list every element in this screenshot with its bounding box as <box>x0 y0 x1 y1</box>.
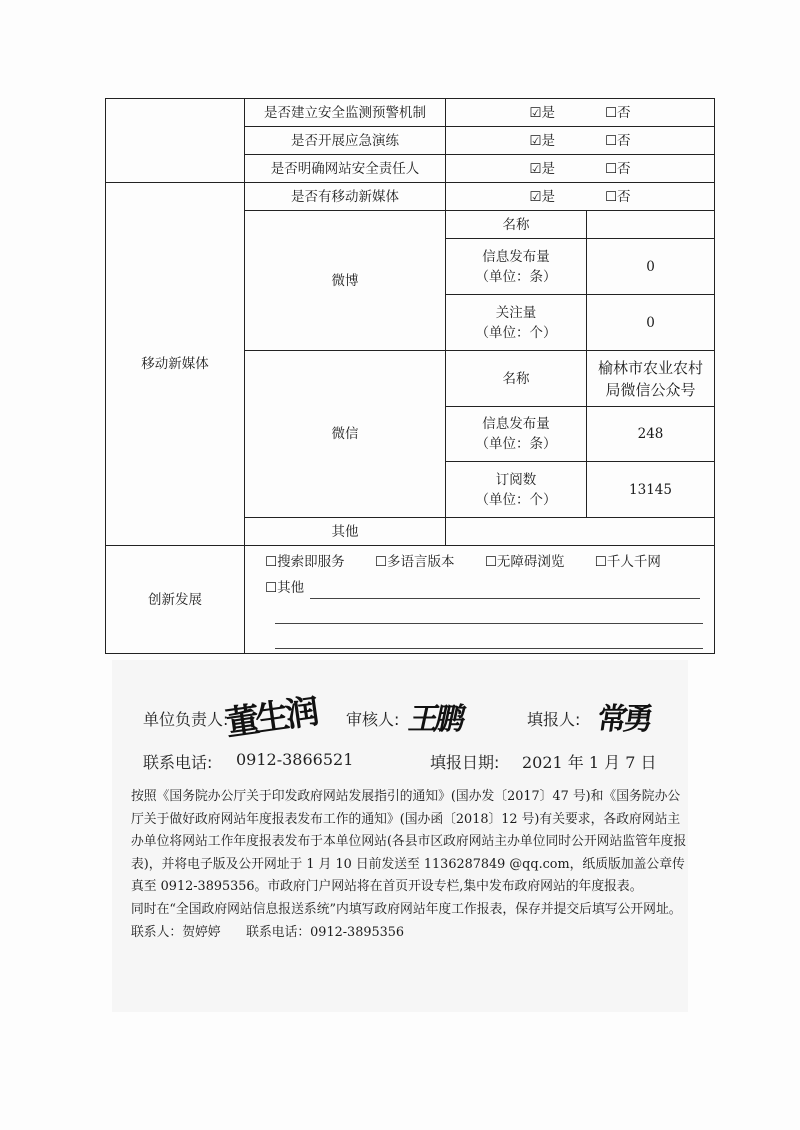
phone-label: 联系电话: <box>143 753 213 772</box>
drill-yes-checkbox[interactable]: ☑是 <box>529 132 555 149</box>
monitoring-no-checkbox[interactable]: ☐否 <box>605 104 631 121</box>
wechat-subscribe-title: 订阅数 <box>495 471 537 488</box>
leader-label: 单位负责人: <box>143 710 229 729</box>
weibo-follow-value[interactable]: 0 <box>587 295 715 351</box>
responsible-no-checkbox[interactable]: ☐否 <box>605 160 631 177</box>
wechat-publish-value[interactable]: 248 <box>587 407 715 462</box>
wechat-name-value[interactable] <box>587 351 715 407</box>
wechat-subscribe-value[interactable]: 13145 <box>587 462 715 518</box>
has-mobile-no-checkbox[interactable]: ☐否 <box>605 188 631 205</box>
monitoring-label: 是否建立安全监测预警机制 <box>245 99 446 127</box>
leader-signature: 董生润 <box>223 691 318 745</box>
weibo-label: 微博 <box>245 211 446 351</box>
search-service-checkbox[interactable]: ☐搜索即服务 <box>265 554 345 570</box>
weibo-publish-title: 信息发布量 <box>482 248 550 265</box>
weibo-follow-unit: （单位：个） <box>475 324 557 341</box>
has-mobile-choice[interactable] <box>446 183 715 211</box>
weibo-publish-label <box>446 239 587 295</box>
multilingual-checkbox[interactable]: ☐多语言版本 <box>374 554 455 570</box>
weibo-publish-value[interactable]: 0 <box>587 239 715 295</box>
monitoring-choice[interactable] <box>446 99 715 127</box>
wechat-label: 微信 <box>245 351 446 518</box>
wechat-subscribe-label <box>446 462 587 518</box>
wechat-publish-unit: （单位：条） <box>475 436 557 452</box>
wechat-publish-title: 信息发布量 <box>482 416 550 432</box>
wechat-subscribe-unit: （单位：个） <box>475 491 557 508</box>
filler-label: 填报人: <box>527 710 581 729</box>
weibo-follow-label <box>446 295 587 351</box>
wechat-name-line2: 局微信公众号 <box>605 380 696 399</box>
innovation-blank-line-2 <box>275 648 703 649</box>
date-value: 2021 年 1 月 7 日 <box>522 753 657 772</box>
drill-label: 是否开展应急演练 <box>245 127 446 155</box>
notice-paragraph-2: 同时在“全国政府网站信息报送系统”内填写政府网站年度工作报表，保存并提交后填写公开网址。 <box>131 901 682 917</box>
monitoring-yes-checkbox[interactable]: ☑是 <box>529 104 555 121</box>
weibo-name-value[interactable] <box>587 211 715 239</box>
weibo-follow-title: 关注量 <box>495 304 537 321</box>
innovation-other-line[interactable] <box>310 598 700 599</box>
wechat-publish-label <box>446 407 587 462</box>
phone-value: 0912-3866521 <box>236 750 354 769</box>
drill-choice[interactable] <box>446 127 715 155</box>
filler-signature: 常勇 <box>595 702 652 737</box>
notice-paragraph-1: 按照《国务院办公厅关于印发政府网站发展指引的通知》(国办发〔2017〕47 号)和《国务院办公厅关于做好政府网站年度报表发布工作的通知》(国办函〔2018〕12 号)有关要求，各政府网站主办单位将网站工作年度报表发布于本单位网站(各县市区政府网站主办单位同时公开网站监管年度报表)，并将电子版及公开网址于 1 月 10 日前发送至 1136287849 @qq.com，纸质版加盖公章传真至 0912-3895356。市政府门户网站将在首页开设专栏,集中发布政府网站的年度报表。 <box>131 789 687 895</box>
notice-text <box>131 786 691 944</box>
innovation-label: 创新发展 <box>106 546 245 654</box>
other-media-value[interactable] <box>446 518 715 546</box>
mobile-media-section-label: 移动新媒体 <box>106 183 245 546</box>
drill-no-checkbox[interactable]: ☐否 <box>605 132 631 149</box>
has-mobile-label: 是否有移动新媒体 <box>245 183 446 211</box>
responsible-yes-checkbox[interactable]: ☑是 <box>529 160 555 177</box>
innovation-other-checkbox[interactable]: ☐其他 <box>265 580 305 596</box>
notice-contact: 联系人：贺婷婷 联系电话：0912-3895356 <box>131 924 405 940</box>
reviewer-signature: 王鹏 <box>405 702 465 737</box>
weibo-publish-unit: （单位：条） <box>475 268 557 285</box>
innovation-options <box>245 546 715 654</box>
report-table <box>105 98 715 654</box>
responsible-choice[interactable] <box>446 155 715 183</box>
wechat-name-label: 名称 <box>446 351 587 407</box>
date-label: 填报日期: <box>430 753 500 772</box>
innovation-blank-line-1 <box>275 623 703 624</box>
has-mobile-yes-checkbox[interactable]: ☑是 <box>529 188 555 205</box>
responsible-label: 是否明确网站安全责任人 <box>245 155 446 183</box>
security-section-cell <box>106 99 245 183</box>
personalized-checkbox[interactable]: ☐千人千网 <box>594 554 661 570</box>
other-media-label: 其他 <box>245 518 446 546</box>
accessibility-checkbox[interactable]: ☐无障碍浏览 <box>484 554 565 570</box>
wechat-name-line1: 榆林市农业农村 <box>597 358 703 377</box>
reviewer-label: 审核人: <box>346 710 400 729</box>
weibo-name-label: 名称 <box>446 211 587 239</box>
